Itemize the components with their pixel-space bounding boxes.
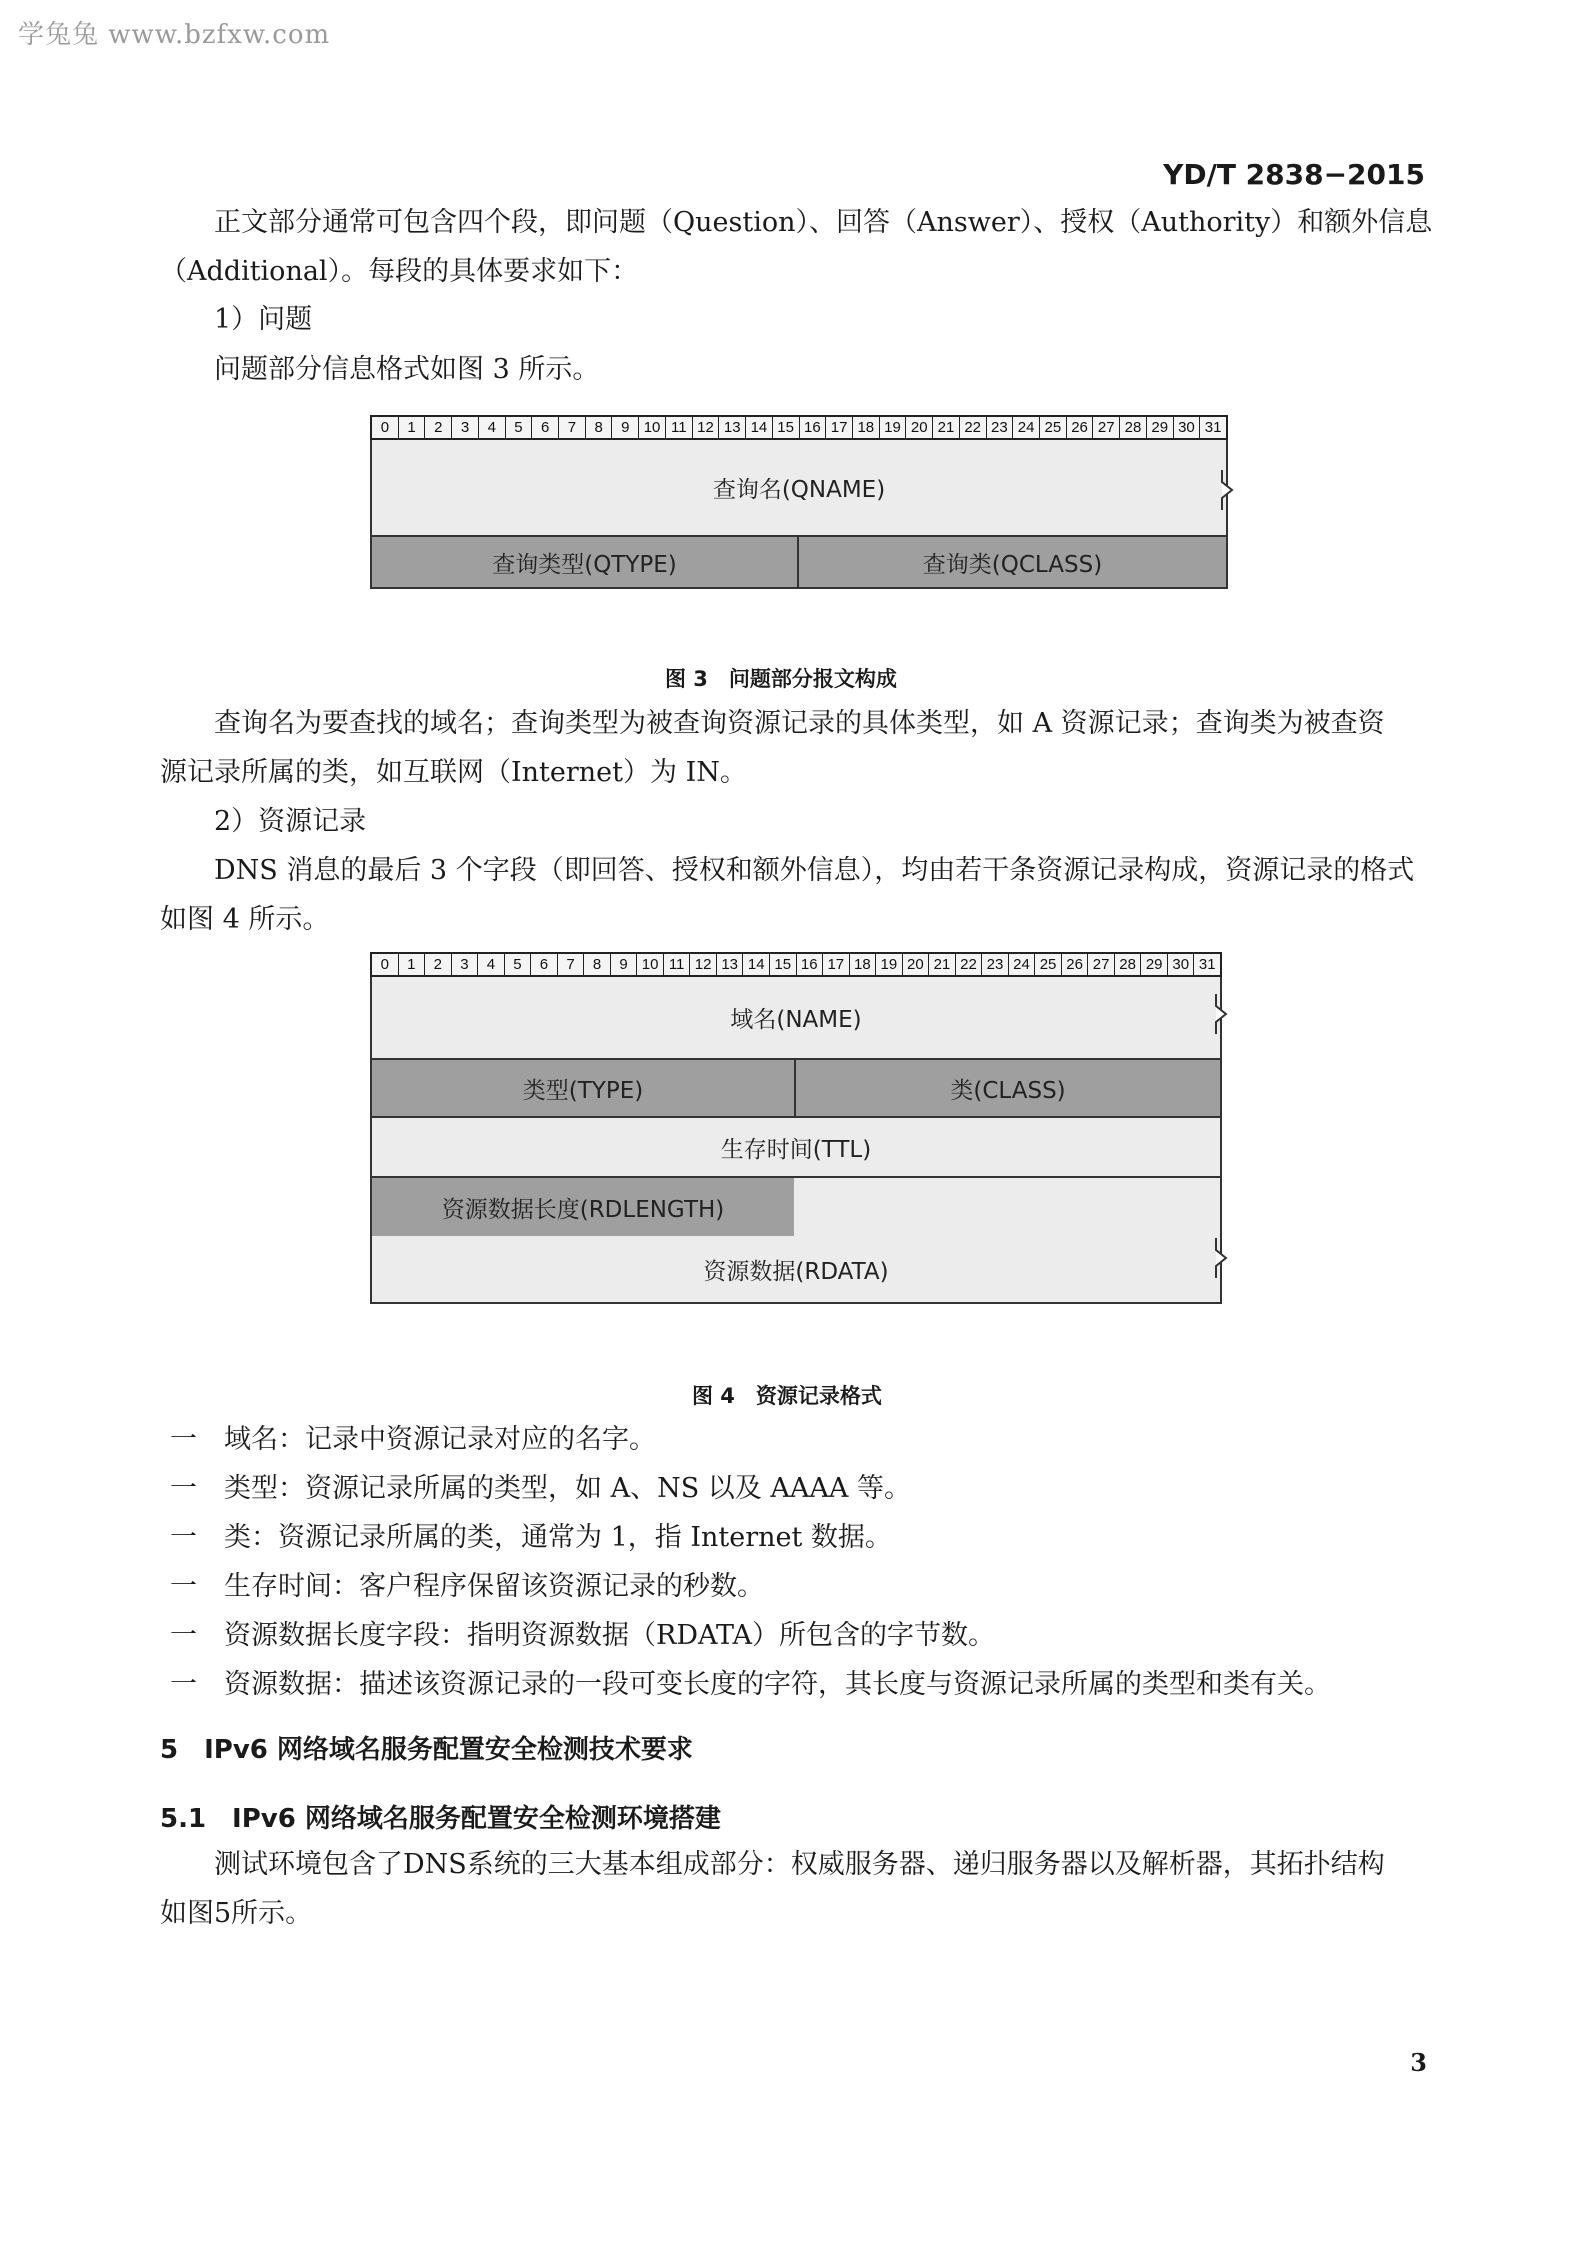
qname-field — [370, 440, 1228, 537]
bit-number: 13 — [719, 417, 746, 438]
figure-3-caption: 图 3 问题部分报文构成 — [665, 667, 897, 691]
bit-number: 22 — [960, 417, 987, 438]
bit-number: 5 — [506, 417, 533, 438]
section-1-text: 问题部分信息格式如图 3 所示。 — [214, 354, 600, 385]
section-2-line-2: 如图 4 所示。 — [160, 904, 330, 935]
intro-line-1: 正文部分通常可包含四个段，即问题（Question）、回答（Answer）、授权（Authority）和额外信息 — [214, 207, 1433, 238]
bit-number: 21 — [929, 954, 956, 975]
bit-number: 9 — [612, 417, 639, 438]
bit-number: 24 — [1013, 417, 1040, 438]
figure-3-desc-line-1: 查询名为要查找的域名；查询类型为被查询资源记录的具体类型，如 A 资源记录；查询类为被查资 — [214, 708, 1385, 739]
bullet-item: 一 资源数据：描述该资源记录的一段可变长度的字符，其长度与资源记录所属的类型和类有关。 — [170, 1669, 1331, 1700]
bit-number: 30 — [1174, 417, 1201, 438]
bullet-item: 一 资源数据长度字段：指明资源数据（RDATA）所包含的字节数。 — [170, 1620, 996, 1651]
bit-number: 7 — [559, 417, 586, 438]
bit-number: 16 — [797, 954, 824, 975]
figure-3-desc-line-2: 源记录所属的类，如互联网（Internet）为 IN。 — [160, 757, 747, 788]
bit-number: 19 — [880, 417, 907, 438]
qclass-label: 查询类(QCLASS) — [922, 551, 1103, 578]
class-label: 类(CLASS) — [950, 1077, 1066, 1104]
class-field — [794, 1058, 1222, 1118]
bit-number: 1 — [399, 954, 426, 975]
section-2-line-1: DNS 消息的最后 3 个字段（即回答、授权和额外信息），均由若干条资源记录构成，资源记录的格式 — [214, 855, 1415, 886]
rdlength-field — [370, 1176, 796, 1238]
section-5-1-line-1: 测试环境包含了DNS系统的三大基本组成部分：权威服务器、递归服务器以及解析器，其拓扑结构 — [214, 1849, 1385, 1880]
bit-number: 8 — [586, 417, 613, 438]
bit-number: 18 — [853, 417, 880, 438]
bit-ruler — [370, 952, 1222, 977]
bit-number: 17 — [826, 417, 853, 438]
bit-number: 10 — [639, 417, 666, 438]
bit-number: 29 — [1141, 954, 1168, 975]
bit-number: 12 — [690, 954, 717, 975]
bit-number: 1 — [399, 417, 426, 438]
bit-number: 0 — [372, 417, 399, 438]
bit-number: 27 — [1088, 954, 1115, 975]
bullet-item: 一 类型：资源记录所属的类型，如 A、NS 以及 AAAA 等。 — [170, 1473, 911, 1504]
bullet-item: 一 类：资源记录所属的类，通常为 1，指 Internet 数据。 — [170, 1522, 892, 1553]
bit-number: 2 — [425, 954, 452, 975]
bit-number: 25 — [1035, 954, 1062, 975]
name-label: 域名(NAME) — [730, 1007, 862, 1033]
bit-number: 16 — [800, 417, 827, 438]
bit-number: 15 — [773, 417, 800, 438]
bit-number: 14 — [743, 954, 770, 975]
bit-number: 27 — [1093, 417, 1120, 438]
bit-number: 17 — [823, 954, 850, 975]
bit-number: 30 — [1168, 954, 1195, 975]
qtype-field — [370, 535, 799, 589]
ttl-label: 生存时间(TTL) — [720, 1136, 872, 1163]
qname-label: 查询名(QNAME) — [712, 477, 886, 503]
bit-number: 9 — [611, 954, 638, 975]
bit-number: 12 — [693, 417, 720, 438]
bit-number: 3 — [452, 954, 479, 975]
figure-4-caption: 图 4 资源记录格式 — [692, 1384, 882, 1408]
figure-4-diagram — [370, 952, 1230, 1352]
bit-number: 29 — [1147, 417, 1174, 438]
bit-number: 21 — [933, 417, 960, 438]
jagged-edge-icon — [1214, 994, 1228, 1034]
bit-number: 6 — [532, 417, 559, 438]
bullet-item: 一 域名：记录中资源记录对应的名字。 — [170, 1424, 656, 1455]
bit-number: 11 — [666, 417, 693, 438]
rdata-join — [798, 1234, 1218, 1240]
bit-number: 10 — [637, 954, 664, 975]
bit-number: 6 — [531, 954, 558, 975]
bit-number: 8 — [584, 954, 611, 975]
bit-number: 24 — [1009, 954, 1036, 975]
bit-number: 3 — [452, 417, 479, 438]
bit-number: 11 — [664, 954, 691, 975]
bit-number: 28 — [1115, 954, 1142, 975]
bit-number: 26 — [1067, 417, 1094, 438]
jagged-edge-icon — [1214, 1238, 1228, 1278]
bit-number: 31 — [1198, 956, 1216, 973]
bit-number: 28 — [1120, 417, 1147, 438]
bit-number: 22 — [956, 954, 983, 975]
jagged-edge-icon — [1220, 470, 1234, 510]
bit-number: 20 — [906, 417, 933, 438]
rdata-upper-area — [794, 1176, 1222, 1238]
section-1-title: 1）问题 — [214, 304, 313, 335]
bit-number: 23 — [987, 417, 1014, 438]
bit-number: 19 — [876, 954, 903, 975]
bit-number: 7 — [558, 954, 585, 975]
section-5-heading: 5 IPv6 网络域名服务配置安全检测技术要求 — [160, 1735, 693, 1765]
bit-number: 2 — [425, 417, 452, 438]
qclass-field — [797, 535, 1228, 589]
bit-number: 18 — [850, 954, 877, 975]
rdata-label: 资源数据(RDATA) — [703, 1258, 889, 1285]
standard-number: YD/T 2838−2015 — [1163, 158, 1425, 191]
type-label: 类型(TYPE) — [522, 1077, 644, 1104]
bit-number: 31 — [1204, 419, 1222, 436]
section-5-1-heading: 5.1 IPv6 网络域名服务配置安全检测环境搭建 — [160, 1804, 721, 1834]
bit-number: 4 — [478, 954, 505, 975]
bit-number: 13 — [717, 954, 744, 975]
bullet-item: 一 生存时间：客户程序保留该资源记录的秒数。 — [170, 1571, 764, 1602]
bit-number: 15 — [770, 954, 797, 975]
bit-number: 0 — [372, 954, 399, 975]
bit-number: 14 — [746, 417, 773, 438]
bit-number: 5 — [505, 954, 532, 975]
bit-number: 26 — [1062, 954, 1089, 975]
bit-number: 25 — [1040, 417, 1067, 438]
name-field — [370, 977, 1222, 1060]
watermark: 学兔兔 www.bzfxw.com — [18, 20, 331, 50]
intro-line-2: （Additional）。每段的具体要求如下： — [160, 256, 639, 287]
ttl-field — [370, 1116, 1222, 1178]
qtype-label: 查询类型(QTYPE) — [492, 551, 677, 578]
bit-number: 20 — [903, 954, 930, 975]
bit-ruler — [370, 415, 1228, 440]
bit-number: 4 — [479, 417, 506, 438]
section-5-1-line-2: 如图5所示。 — [160, 1898, 313, 1929]
section-2-title: 2）资源记录 — [214, 806, 367, 837]
figure-3-diagram — [370, 415, 1230, 630]
bit-number: 23 — [982, 954, 1009, 975]
rdlength-label: 资源数据长度(RDLENGTH) — [441, 1196, 725, 1223]
type-field — [370, 1058, 796, 1118]
rdata-field — [370, 1236, 1222, 1304]
page-number: 3 — [1410, 2048, 1427, 2077]
